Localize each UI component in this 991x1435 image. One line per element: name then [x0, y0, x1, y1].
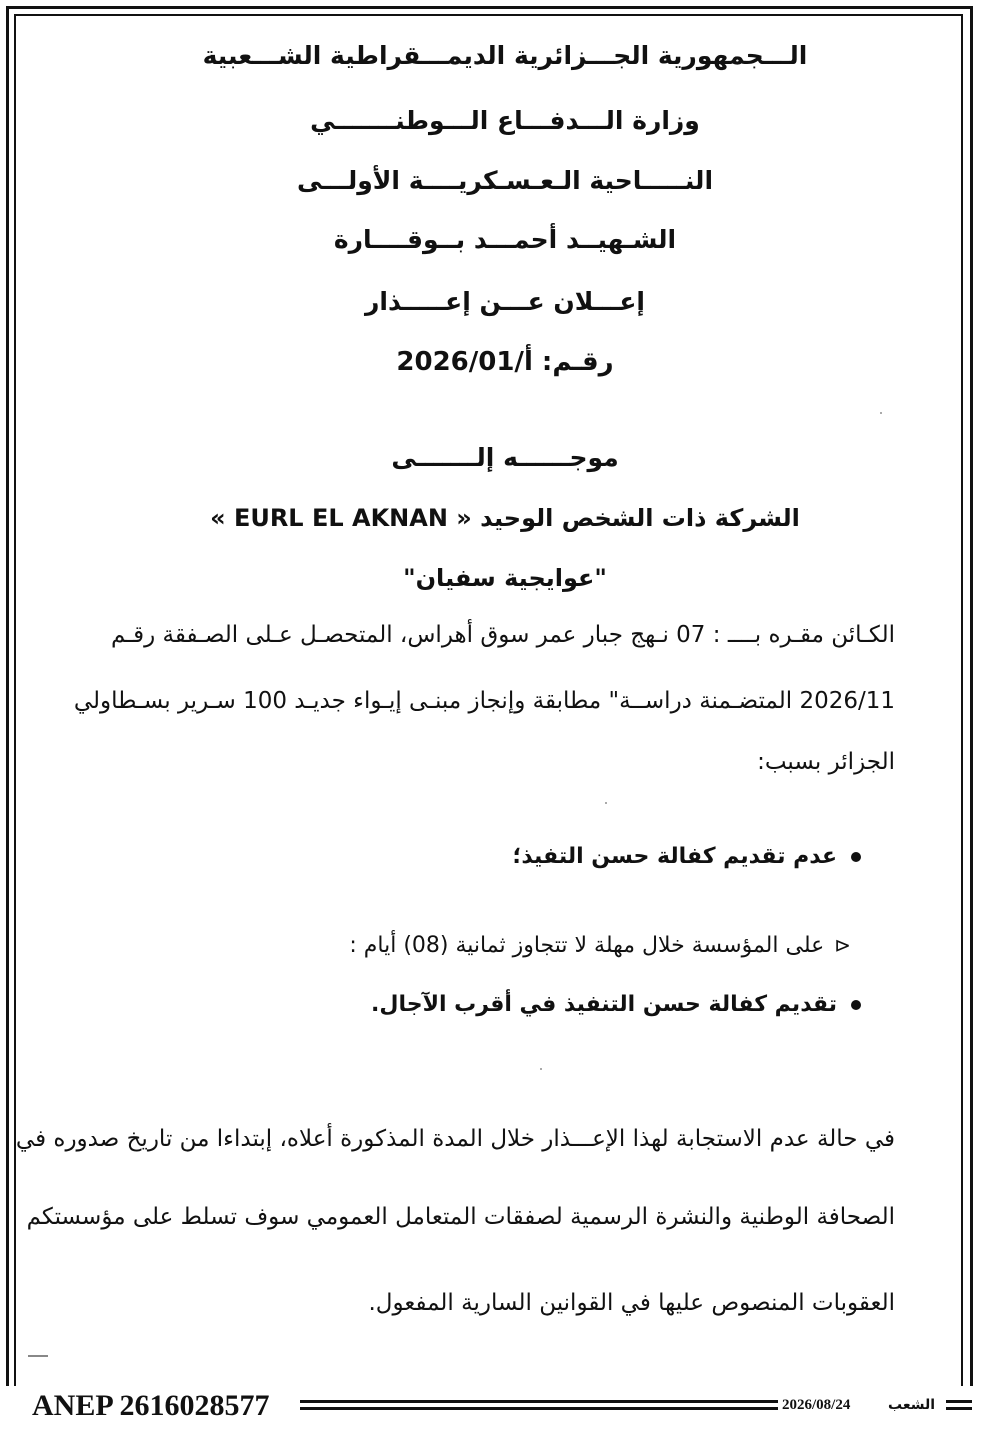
body-line-3: الجزائر بسبب:	[757, 749, 895, 775]
arrow-item-text: على المؤسسة خلال مهلة لا تتجاوز ثمانية (08) أيام :	[349, 933, 825, 958]
body-line-2: 2026/11 المتضـمنة دراســة" مطابقة وإنجاز مبنـى إيـواء جديـد 100 سـرير بسـطاولي	[73, 688, 895, 714]
recipient-manager: "عوايجية سفيان"	[403, 564, 607, 592]
bullet-item-1	[513, 840, 861, 874]
arrow-bullet-icon: ⊲	[834, 933, 851, 957]
scan-speck	[605, 802, 607, 804]
footer	[0, 1386, 991, 1426]
publication-date: 2026/08/24	[778, 1392, 854, 1418]
bullet-item-2	[371, 988, 861, 1022]
closing-line-3: العقوبات المنصوص عليها في القوانين السارية المفعول.	[368, 1290, 895, 1316]
bullet-text-2: تقديم كفالة حسن التنفيذ في أقرب الآجال.	[371, 992, 837, 1017]
footer-rule-right	[946, 1400, 972, 1410]
notice-title: إعـــلان عـــن إعـــــذار	[365, 287, 645, 316]
reference-label: رقـم:	[541, 347, 614, 377]
arrow-item	[349, 928, 851, 963]
ministry-heading: وزارة الـــدفـــاع الـــوطنـــــــي	[310, 106, 700, 135]
bullet-text-1: عدم تقديم كفالة حسن التفيذ؛	[512, 844, 837, 869]
closing-line-2: الصحافة الوطنية والنشرة الرسمية لصفقات المتعامل العمومي سوف تسلط على مؤسستكم	[26, 1204, 895, 1230]
scan-artifact	[28, 1355, 48, 1357]
recipient-label: موجــــــه إلـــــــى	[391, 443, 619, 472]
scan-speck	[880, 412, 882, 414]
bullet-dot-icon	[851, 1000, 861, 1010]
body-line-1: الكـائن مقـره بــــ : 07 نـهج جبار عمر سوق أهراس، المتحصـل عـلى الصـفقة رقـم	[111, 622, 895, 648]
unit-heading: الشـهيــد أحمـــد بــوقــــارة	[333, 225, 677, 254]
recipient-company: الشركة ذات الشخص الوحيد « EURL EL AKNAN »	[210, 504, 800, 532]
anep-reference: ANEP 2616028577	[32, 1386, 276, 1426]
footer-rule-left	[300, 1400, 778, 1410]
reference	[180, 344, 830, 380]
scan-speck	[540, 1068, 542, 1070]
closing-line-1: في حالة عدم الاستجابة لهذا الإعـــذار خلال المدة المذكورة أعلاه، إبتداءا من تاريخ صدوره في	[15, 1126, 895, 1152]
region-heading: النـــــاحية الـعـسـكريــــة الأولـــى	[296, 166, 714, 195]
bullet-dot-icon	[851, 852, 861, 862]
newspaper-name: الشعب	[884, 1392, 939, 1418]
republic-heading: الـــجمهورية الجـــزائرية الديمـــقراطية الشـــعبية	[202, 41, 808, 70]
reference-number: 2026/01/أ	[396, 347, 533, 377]
